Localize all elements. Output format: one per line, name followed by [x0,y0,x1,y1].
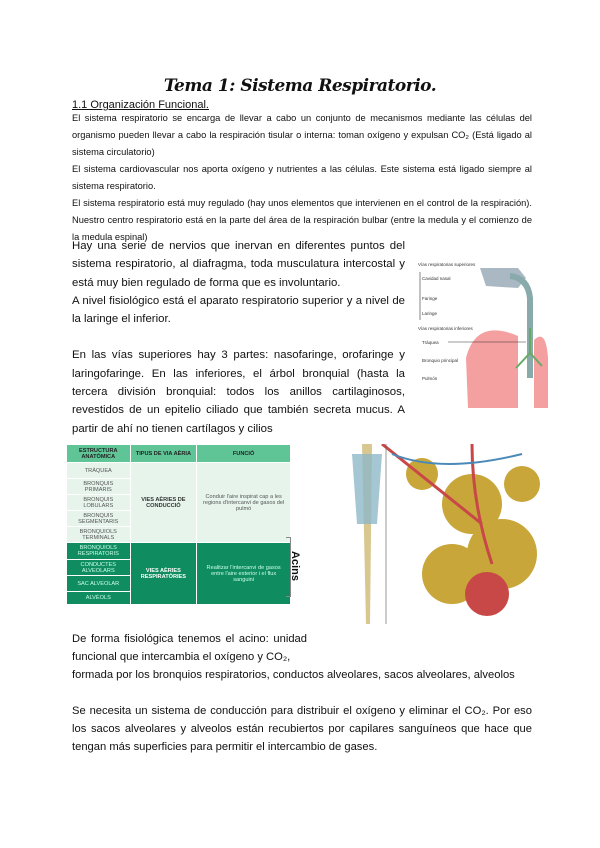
table-cell: BRONQUIOLS TERMINALS [67,527,131,543]
paragraph: El sistema respiratorio se encarga de llevar a cabo un conjunto de mecanismos mediante las células del organismo pueden llevar a cabo la respiración tisular o interna: toman oxígeno y expulsan CO₂ (Está ligado al sistema circulatorio) [72,113,532,157]
paragraph: Hay una serie de nervios que inervan en diferentes puntos del sistema respiratorio, al diafragma, toda musculatura intercostal y está muy bien regulado de forma que es involuntario. [72,240,405,289]
diagram-label: Pulmón [422,376,438,381]
table-cell: SAC ALVEOLAR [67,576,131,592]
table-cell: BRONQUIS LOBULARS [67,495,131,511]
intro-paragraphs [72,110,532,246]
conduction-paragraph: Se necesita un sistema de conducción para distribuir el oxígeno y eliminar el CO₂. Por eso los sacos alveolares y alveolos están recubiertos por capilares sanguíneos que hace que tengan más superficies para permitir el intercambio de gases. [72,705,532,753]
table-cell: VIES AÈRIES RESPIRATÒRIES [130,543,197,605]
table-header: ESTRUCTURA ANATÒMICA [67,445,131,463]
table-header: TIPUS DE VIA AÈRIA [130,445,197,463]
page-title: Tema 1: Sistema Respiratorio. [163,76,437,96]
diagram-label: Cavidad nasal [422,276,451,281]
diagram-label: Bronquio principal [422,358,459,363]
respiratory-system-diagram [418,258,548,408]
table-cell: VIES AÈRIES DE CONDUCCIÓ [130,463,197,543]
table-cell: BRONQUIS PRIMARIS [67,479,131,495]
acino-paragraph: De forma fisiológica tenemos el acino: unidad funcional que intercambia el oxígeno y CO₂, [72,633,307,663]
table-cell: TRÀQUEA [67,463,131,479]
diagram-label: Vías respiratorias superiores [418,262,476,267]
diagram-label: Tráquea [422,340,439,345]
paragraph: En las vías superiores hay 3 partes: nasofaringe, orofaringe y laringofaringe. En las inferiores, el árbol bronquial (hasta la tercera división bronquial: todos los anillos cartilaginosos, revestidos de un epitelio ciliado que también secreta mucus. A partir de ahí no tienen cartílagos y cilios [72,349,405,435]
diagram-label: Laringe [422,311,438,316]
section-heading: 1.1 Organización Funcional. [72,99,209,111]
diagram-label: Vías respiratorias inferiores [418,326,473,331]
table-cell: Conduir l'aire inspirat cap a les regions d'intercanvi de gasos del pulmó [197,463,291,543]
table-cell: Realitzar l'intercanvi de gasos entre l'aire exterior i el flux sanguini [197,543,291,605]
paragraph: A nivel fisiológico está el aparato respiratorio superior y a nivel de la laringe el inferior. [72,294,405,326]
table-cell: BRONQUIOLS RESPIRATORIS [67,543,131,560]
diagram-label: Faringe [422,296,438,301]
acino-continuation: formada por los bronquios respiratorios, conductos alveolares, sacos alveolares, alveolos [72,669,515,681]
table-cell: ALVÈOLS [67,592,131,605]
airway-table [66,444,291,605]
table-cell: CONDUCTES ALVEOLARS [67,560,131,576]
nerves-block [72,237,405,438]
bronchial-tree-illustration [322,444,550,629]
table-cell: BRONQUIS SEGMENTARIS [67,511,131,527]
table-header: FUNCIÓ [197,445,291,463]
paragraph: El sistema respiratorio está muy regulado (hay unos elementos que intervienen en el control de la respiración). Nuestro centro respiratorio está en la parte del área de la respiración bulbar (entre la medula y el comienzo de la medula espinal) [72,198,532,242]
paragraph: El sistema cardiovascular nos aporta oxígeno y nutrientes a las células. Este sistema está ligado siempre al sistema respiratorio. [72,164,532,191]
acins-label: Acins [288,551,301,581]
